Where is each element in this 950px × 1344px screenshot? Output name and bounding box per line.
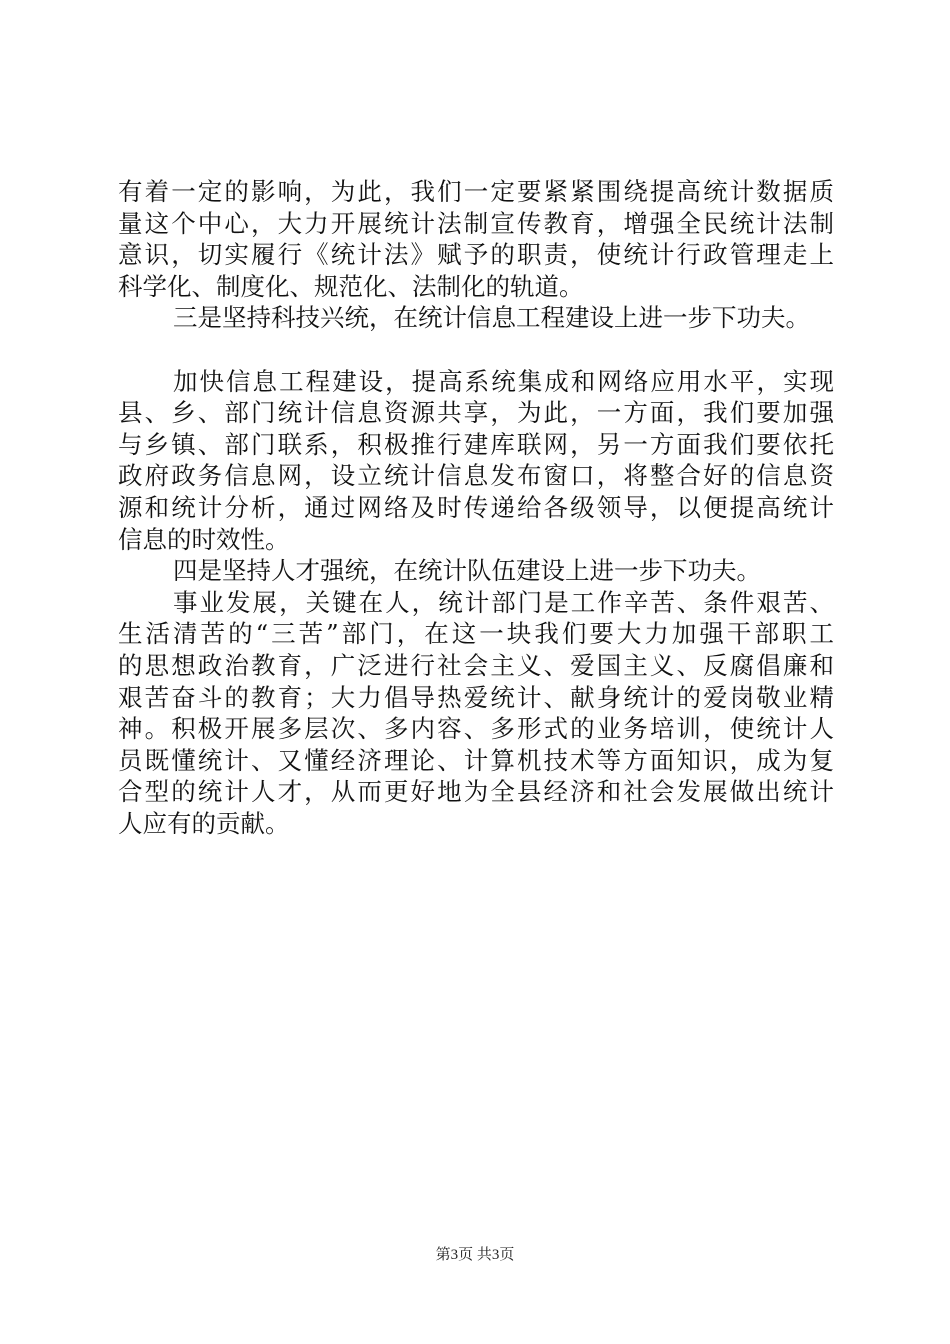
text-line: 员既懂统计、又懂经济理论、计算机技术等方面知识，成为复	[118, 745, 834, 775]
text-line: 与乡镇、部门联系，积极推行建库联网，另一方面我们要依托	[118, 429, 834, 459]
text-line: 合型的统计人才，从而更好地为全县经济和社会发展做出统计	[118, 777, 834, 807]
paragraph-gap	[118, 334, 834, 366]
document-body	[118, 176, 834, 839]
text-line: 生活清苦的“三苦”部门，在这一块我们要大力加强干部职工	[118, 619, 834, 649]
text-line: 政府政务信息网，设立统计信息发布窗口，将整合好的信息资	[118, 461, 834, 491]
text-line: 艰苦奋斗的教育；大力倡导热爱统计、献身统计的爱岗敬业精	[118, 682, 834, 712]
text-line: 人应有的贡献。	[118, 808, 290, 838]
section-heading: 三是坚持科技兴统，在统计信息工程建设上进一步下功夫。	[173, 303, 810, 333]
text-line: 量这个中心，大力开展统计法制宣传教育，增强全民统计法制	[118, 208, 834, 238]
text-line: 源和统计分析，通过网络及时传递给各级领导，以便提高统计	[118, 492, 834, 522]
text-line: 信息的时效性。	[118, 524, 290, 554]
text-line: 县、乡、部门统计信息资源共享，为此，一方面，我们要加强	[118, 398, 834, 428]
text-line: 科学化、制度化、规范化、法制化的轨道。	[118, 271, 584, 301]
page-number-footer: 第3页 共3页	[435, 1247, 515, 1263]
section-heading: 四是坚持人才强统，在统计队伍建设上进一步下功夫。	[173, 556, 761, 586]
text-line: 有着一定的影响，为此，我们一定要紧紧围绕提高统计数据质	[118, 177, 834, 206]
text-line: 神。积极开展多层次、多内容、多形式的业务培训，使统计人	[118, 714, 834, 744]
text-line: 意识，切实履行《统计法》赋予的职责，使统计行政管理走上	[118, 240, 834, 270]
text-line: 的思想政治教育，广泛进行社会主义、爱国主义、反腐倡廉和	[118, 650, 834, 680]
text-line: 事业发展，关键在人，统计部门是工作辛苦、条件艰苦、	[173, 587, 834, 617]
text-line: 加快信息工程建设，提高系统集成和网络应用水平，实现	[173, 366, 834, 396]
